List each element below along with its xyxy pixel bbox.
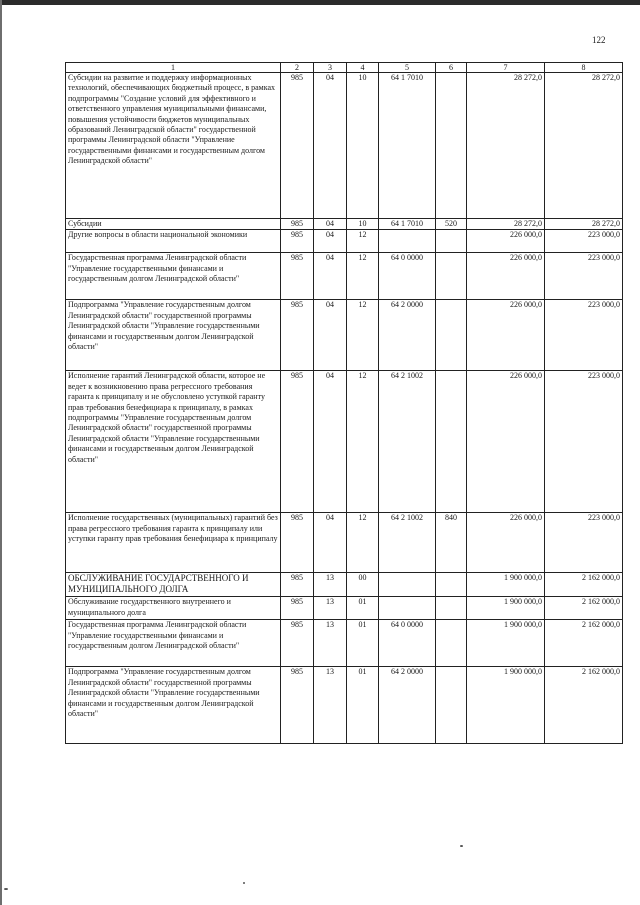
table-row [66, 597, 623, 620]
cell-csr [379, 230, 436, 253]
budget-table [65, 62, 623, 744]
cell-rz: 04 [314, 219, 347, 230]
cell-sum1: 226 000,0 [467, 371, 545, 513]
cell-sum1: 226 000,0 [467, 253, 545, 300]
cell-vr [436, 230, 467, 253]
cell-sum2: 28 272,0 [545, 73, 623, 219]
row-name: Исполнение государственных (муниципальных) гарантий без права регрессного требования гаранта к принципалу или уступки гаранту прав требования бенефициара к принципалу [66, 513, 281, 573]
scan-speck [460, 845, 463, 847]
cell-sum1: 28 272,0 [467, 73, 545, 219]
cell-ved: 985 [281, 597, 314, 620]
row-name: Исполнение гарантий Ленинградской области, которое не ведет к возникновению права регрессного требования гаранта к принципалу и не обусловлено уступкой гаранту прав требования бенефициара к принципалу, в рамках подпрограммы "Управление государственным долгом Ленинградской области" государственной программы Ленинградской области "Управление государственными финансами и государственным долгом Ленинградской области" [66, 371, 281, 513]
header-cell: 3 [314, 63, 347, 73]
cell-ved: 985 [281, 667, 314, 744]
row-name: Государственная программа Ленинградской области "Управление государственными финансами и государственным долгом Ленинградской области" [66, 620, 281, 667]
cell-csr [379, 597, 436, 620]
row-name: Подпрограмма "Управление государственным долгом Ленинградской области" государственной программы Ленинградской области "Управление государственными финансами и государственным долгом Ленинградской области" [66, 667, 281, 744]
row-name: ОБСЛУЖИВАНИЕ ГОСУДАРСТВЕННОГО И МУНИЦИПАЛЬНОГО ДОЛГА [66, 573, 281, 597]
cell-sum1: 28 272,0 [467, 219, 545, 230]
cell-pr: 12 [347, 300, 379, 371]
table-row [66, 73, 623, 219]
table-row [66, 667, 623, 744]
table-row [66, 513, 623, 573]
table-row [66, 300, 623, 371]
cell-ved: 985 [281, 371, 314, 513]
cell-sum2: 2 162 000,0 [545, 597, 623, 620]
cell-vr [436, 300, 467, 371]
cell-pr: 12 [347, 253, 379, 300]
cell-csr: 64 0 0000 [379, 253, 436, 300]
cell-csr: 64 2 1002 [379, 371, 436, 513]
cell-rz: 13 [314, 667, 347, 744]
cell-rz: 13 [314, 620, 347, 667]
table-row [66, 219, 623, 230]
row-name: Подпрограмма "Управление государственным долгом Ленинградской области" государственной программы Ленинградской области "Управление государственными финансами и государственным долгом Ленинградской области" [66, 300, 281, 371]
cell-sum2: 2 162 000,0 [545, 573, 623, 597]
cell-ved: 985 [281, 513, 314, 573]
cell-ved: 985 [281, 300, 314, 371]
cell-csr: 64 0 0000 [379, 620, 436, 667]
scan-top-edge [0, 0, 640, 5]
cell-vr [436, 597, 467, 620]
cell-sum2: 2 162 000,0 [545, 667, 623, 744]
cell-vr [436, 253, 467, 300]
cell-vr [436, 667, 467, 744]
row-name: Государственная программа Ленинградской области "Управление государственными финансами и государственным долгом Ленинградской области" [66, 253, 281, 300]
header-cell: 7 [467, 63, 545, 73]
cell-vr: 840 [436, 513, 467, 573]
cell-sum1: 226 000,0 [467, 300, 545, 371]
cell-pr: 12 [347, 513, 379, 573]
page-number: 122 [592, 35, 606, 45]
table-row [66, 573, 623, 597]
cell-rz: 13 [314, 597, 347, 620]
cell-sum2: 2 162 000,0 [545, 620, 623, 667]
cell-sum1: 226 000,0 [467, 513, 545, 573]
cell-rz: 04 [314, 371, 347, 513]
cell-vr [436, 573, 467, 597]
cell-pr: 12 [347, 230, 379, 253]
cell-csr: 64 1 7010 [379, 73, 436, 219]
cell-rz: 13 [314, 573, 347, 597]
cell-sum2: 223 000,0 [545, 371, 623, 513]
header-cell: 8 [545, 63, 623, 73]
scan-left-edge [0, 0, 2, 905]
cell-csr [379, 573, 436, 597]
cell-ved: 985 [281, 620, 314, 667]
header-cell: 2 [281, 63, 314, 73]
cell-rz: 04 [314, 513, 347, 573]
cell-sum2: 223 000,0 [545, 513, 623, 573]
cell-vr [436, 73, 467, 219]
cell-sum2: 28 272,0 [545, 219, 623, 230]
cell-sum2: 223 000,0 [545, 253, 623, 300]
table-row [66, 253, 623, 300]
scan-speck [4, 888, 8, 890]
cell-vr: 520 [436, 219, 467, 230]
cell-pr: 10 [347, 73, 379, 219]
table-row [66, 371, 623, 513]
cell-csr: 64 2 0000 [379, 667, 436, 744]
cell-vr [436, 620, 467, 667]
row-name: Субсидии [66, 219, 281, 230]
header-cell: 1 [66, 63, 281, 73]
table-row [66, 230, 623, 253]
cell-sum1: 1 900 000,0 [467, 667, 545, 744]
cell-ved: 985 [281, 219, 314, 230]
scan-speck [243, 882, 245, 884]
cell-pr: 00 [347, 573, 379, 597]
cell-ved: 985 [281, 253, 314, 300]
header-cell: 4 [347, 63, 379, 73]
cell-ved: 985 [281, 573, 314, 597]
row-name: Другие вопросы в области национальной экономики [66, 230, 281, 253]
cell-sum1: 1 900 000,0 [467, 573, 545, 597]
cell-pr: 01 [347, 597, 379, 620]
cell-csr: 64 2 1002 [379, 513, 436, 573]
cell-pr: 01 [347, 620, 379, 667]
cell-pr: 12 [347, 371, 379, 513]
cell-sum1: 1 900 000,0 [467, 597, 545, 620]
table-row [66, 620, 623, 667]
row-name: Обслуживание государственного внутреннего и муниципального долга [66, 597, 281, 620]
cell-sum1: 1 900 000,0 [467, 620, 545, 667]
header-cell: 6 [436, 63, 467, 73]
cell-sum2: 223 000,0 [545, 300, 623, 371]
row-name: Субсидии на развитие и поддержку информационных технологий, обеспечивающих бюджетный процесс, в рамках подпрограммы "Создание условий для эффективного и ответственного управления муниципальными финансами, повышения устойчивости бюджетов муниципальных образований Ленинградской области" государственной программы Ленинградской области "Управление государственными финансами и государственным долгом Ленинградской области" [66, 73, 281, 219]
cell-csr: 64 1 7010 [379, 219, 436, 230]
cell-rz: 04 [314, 73, 347, 219]
cell-ved: 985 [281, 73, 314, 219]
cell-rz: 04 [314, 253, 347, 300]
cell-sum2: 223 000,0 [545, 230, 623, 253]
cell-csr: 64 2 0000 [379, 300, 436, 371]
cell-vr [436, 371, 467, 513]
table-header-row [66, 63, 623, 73]
cell-pr: 10 [347, 219, 379, 230]
cell-pr: 01 [347, 667, 379, 744]
cell-ved: 985 [281, 230, 314, 253]
header-cell: 5 [379, 63, 436, 73]
cell-rz: 04 [314, 300, 347, 371]
cell-rz: 04 [314, 230, 347, 253]
cell-sum1: 226 000,0 [467, 230, 545, 253]
